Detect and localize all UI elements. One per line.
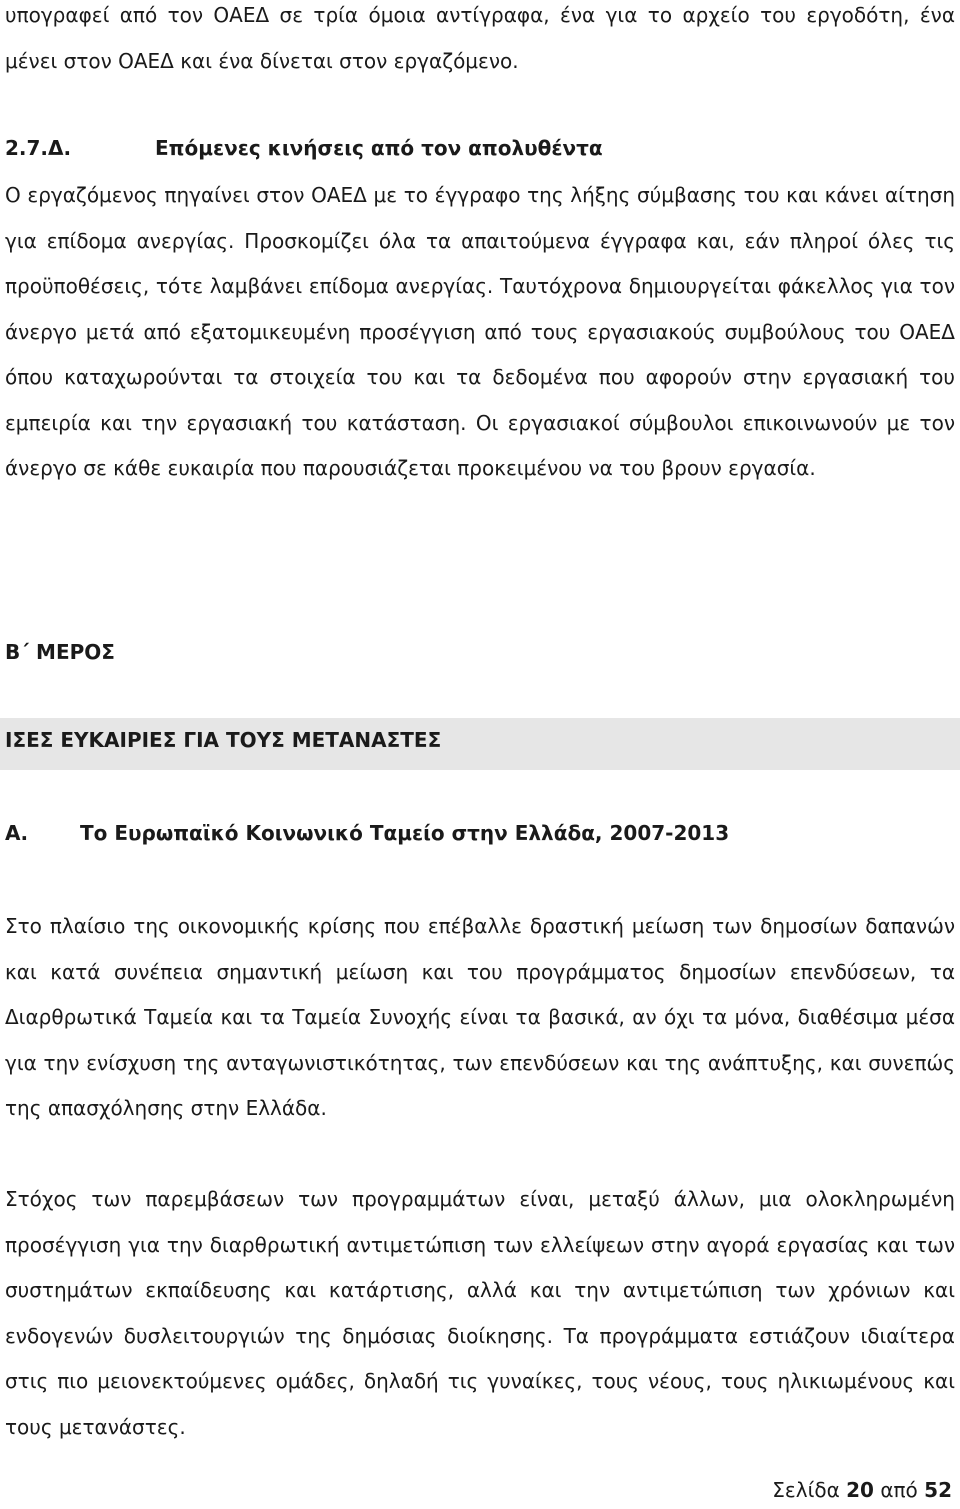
section-a-number: Α. [5, 821, 29, 845]
part-heading: Β΄ ΜΕΡΟΣ [5, 640, 115, 664]
footer-of-word: από [880, 1478, 918, 1502]
section-2-7-number: 2.7.Δ. [5, 136, 72, 160]
footer-page-number: 20 [846, 1478, 874, 1502]
section-a-title: Το Ευρωπαϊκό Κοινωνικό Ταμείο στην Ελλάδα, 2007-2013 [80, 821, 730, 845]
section-a-paragraph-1: Στο πλαίσιο της οικονομικής κρίσης που επέβαλλε δραστική μείωση των δημοσίων δαπανών και κατά συνέπεια σημαντική μείωση και του προγράμματος δημοσίων επενδύσεων, τα Διαρθρωτικά Ταμεία και τα Ταμεία Συνοχής είναι τα βασικά, αν όχι τα μόνα, διαθέσιμα μέσα για την ενίσχυση της ανταγωνιστικότητας, των επενδύσεων και της ανάπτυξης, και συνεπώς της απασχόλησης στην Ελλάδα. [5, 914, 955, 1120]
section-2-7-title: Επόμενες κινήσεις από τον απολυθέντα [155, 136, 603, 160]
section-2-7-body: Ο εργαζόμενος πηγαίνει στον ΟΑΕΔ με το έγγραφο της λήξης σύμβασης του και κάνει αίτηση για επίδομα ανεργίας. Προσκομίζει όλα τα απαιτούμενα έγγραφα και, εάν πληροί όλες τις προϋποθέσεις, τότε λαμβάνει επίδομα ανεργίας. Ταυτόχρονα δημιουργείται φάκελλος για τον άνεργο μετά από εξατομικευμένη προσέγγιση από τους εργασιακούς συμβούλους του ΟΑΕΔ όπου καταχωρούνται τα στοιχεία του και τα δεδομένα που αφορούν στην εργασιακή του εμπειρία και την εργασιακή του κατάσταση. Οι εργασιακοί σύμβουλοι επικοινωνούν με τον άνεργο σε κάθε ευκαιρία που παρουσιάζεται προκειμένου να του βρουν εργασία. [5, 183, 955, 480]
section-a-heading [5, 821, 729, 845]
page-footer [772, 1478, 952, 1502]
section-2-7-heading [5, 136, 603, 160]
part-subheading: ΙΣΕΣ ΕΥΚΑΙΡΙΕΣ ΓΙΑ ΤΟΥΣ ΜΕΤΑΝΑΣΤΕΣ [5, 728, 442, 752]
footer-page-word: Σελίδα [772, 1478, 840, 1502]
footer-total-pages: 52 [924, 1478, 952, 1502]
part-subheading-bar [0, 718, 960, 770]
paragraph-top: υπογραφεί από τον ΟΑΕΔ σε τρία όμοια αντίγραφα, ένα για το αρχείο του εργοδότη, ένα μένει στον ΟΑΕΔ και ένα δίνεται στον εργαζόμενο. [5, 3, 955, 73]
section-a-paragraph-2: Στόχος των παρεμβάσεων των προγραμμάτων είναι, μεταξύ άλλων, μια ολοκληρωμένη προσέγγιση για την διαρθρωτική αντιμετώπιση των ελλείψεων στην αγορά εργασίας και των συστημάτων εκπαίδευσης και κατάρτισης, αλλά και την αντιμετώπιση των χρόνιων και ενδογενών δυσλειτουργιών της δημόσιας διοίκησης. Τα προγράμματα εστιάζουν ιδιαίτερα στις πιο μειονεκτούμενες ομάδες, δηλαδή τις γυναίκες, τους νέους, τους ηλικιωμένους και τους μετανάστες. [5, 1187, 955, 1439]
